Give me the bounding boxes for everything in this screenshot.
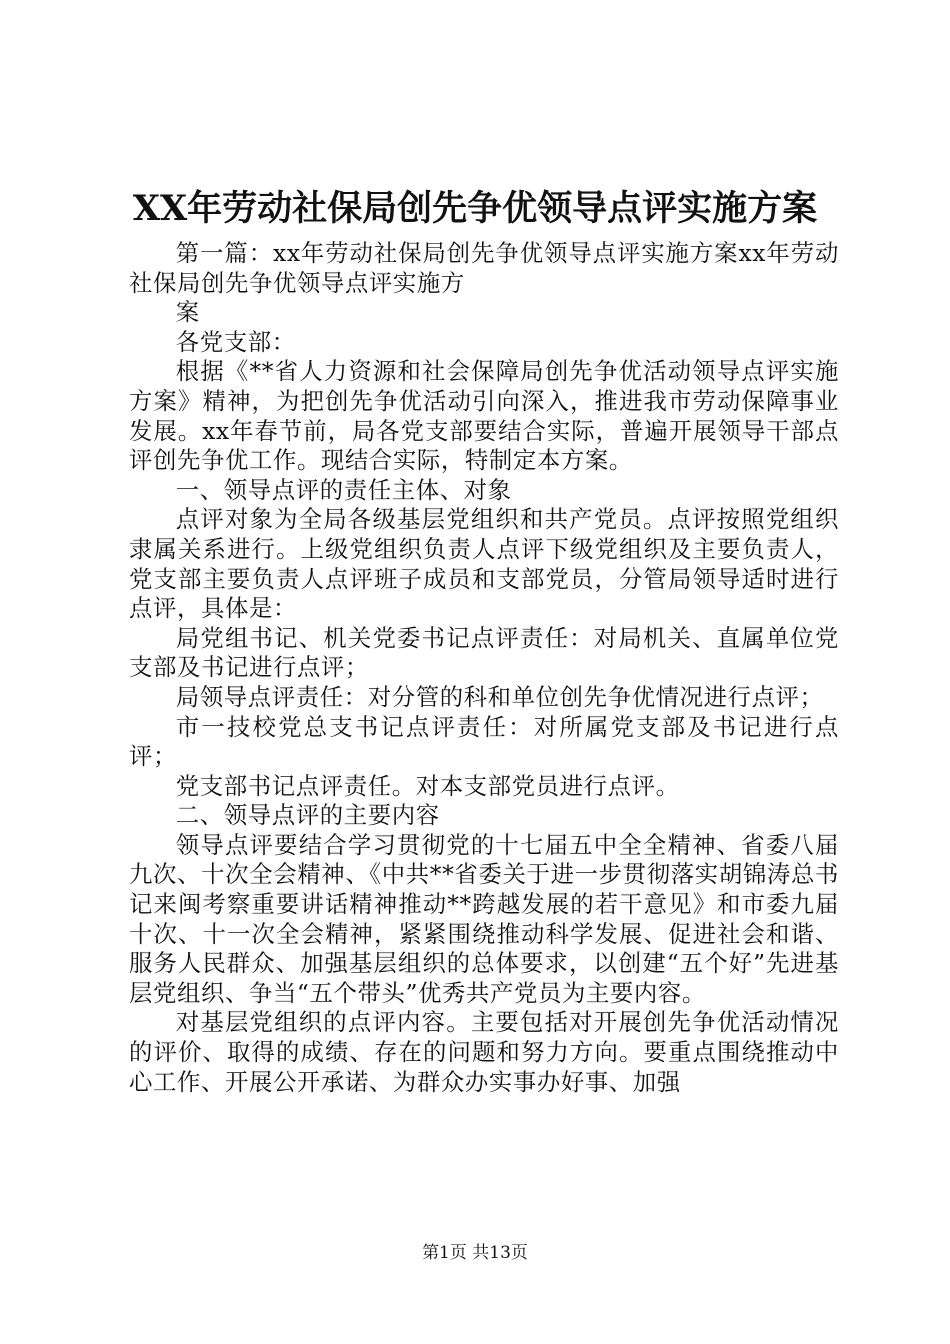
document-title: XX年劳动社保局创先争优领导点评实施方案 xyxy=(132,188,818,229)
paragraph-intro-continued: 案 xyxy=(175,298,200,327)
paragraph-main-content: 领导点评要结合学习贯彻党的十七届五中全全精神、省委八届九次、十次全会精神、《中共**省委关于进一步贯彻落实胡锦涛总书记来闽考察重要讲话精神推动**跨越发展的若干意见》和市委九届十次、十一次全会精神，紧紧围绕推动科学发展、促进社会和谐、服务人民群众、加强基层组织的总体要求，以创建“五个好”先进基层党组织、争当“五个带头”优秀共产党员为主要内容。 xyxy=(129,830,839,1007)
paragraph-party-secretary-duty: 局党组书记、机关党委书记点评责任：对局机关、直属单位党支部及书记进行点评； xyxy=(129,623,839,682)
paragraph-grassroots-content: 对基层党组织的点评内容。主要包括对开展创先争优活动情况的评价、取得的成绩、存在的问题和努力方向。要重点围绕推动中心工作、开展公开承诺、为群众办实事办好事、加强 xyxy=(129,1008,839,1096)
page-number-footer: 第1页 共13页 xyxy=(422,1243,528,1263)
document-body xyxy=(129,239,839,1097)
paragraph-bureau-leader-duty: 局领导点评责任：对分管的科和单位创先争优情况进行点评； xyxy=(175,682,824,711)
paragraph-school-secretary-duty: 市一技校党总支书记点评责任：对所属党支部及书记进行点评； xyxy=(129,712,839,771)
section-heading-1: 一、领导点评的责任主体、对象 xyxy=(175,475,512,504)
paragraph-intro: 第一篇：xx年劳动社保局创先争优领导点评实施方案xx年劳动社保局创先争优领导点评实施方 xyxy=(129,239,839,297)
paragraph-salutation: 各党支部： xyxy=(175,327,296,356)
paragraph-branch-secretary-duty: 党支部书记点评责任。对本支部党员进行点评。 xyxy=(175,771,680,800)
paragraph-basis: 根据《**省人力资源和社会保障局创先争优活动领导点评实施方案》精神，为把创先争优活动引向深入，推进我市劳动保障事业发展。xx年春节前，局各党支部要结合实际，普遍开展领导干部点评创先争优工作。现结合实际，特制定本方案。 xyxy=(129,357,839,475)
paragraph-review-targets: 点评对象为全局各级基层党组织和共产党员。点评按照党组织隶属关系进行。上级党组织负责人点评下级党组织及主要负责人，党支部主要负责人点评班子成员和支部党员，分管局领导适时进行点评，具体是： xyxy=(129,505,839,623)
section-heading-2: 二、领导点评的主要内容 xyxy=(175,801,440,830)
